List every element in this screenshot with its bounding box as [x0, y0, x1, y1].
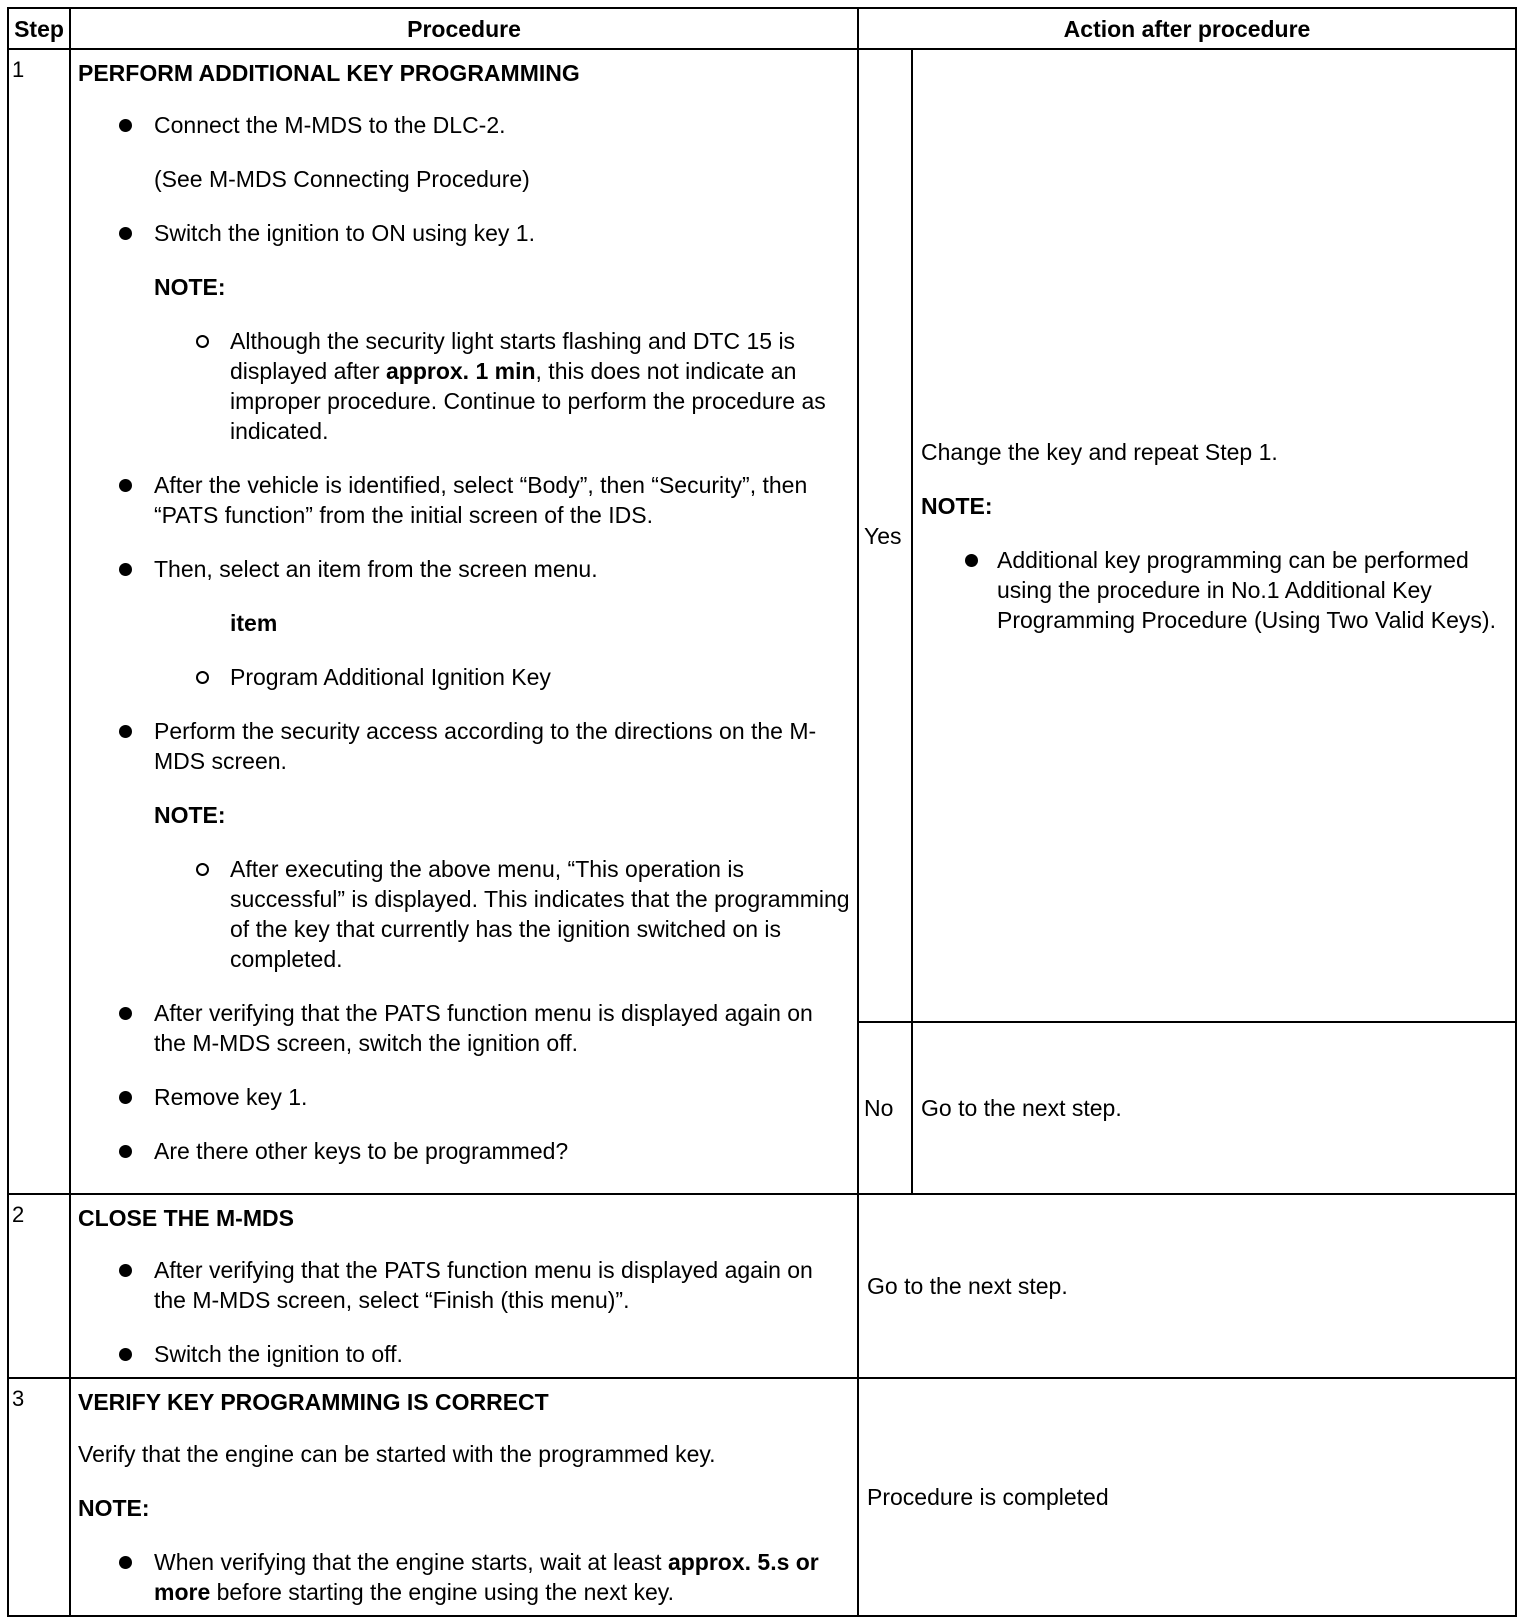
step3-row — [8, 1378, 1516, 1616]
bullet-icon — [119, 1348, 132, 1361]
step1-bullet-8: Are there other keys to be programmed? — [78, 1136, 851, 1166]
step3-action: Procedure is completed — [858, 1378, 1516, 1616]
step1-bullet-5: Perform the security access according to the directions on the M-MDS screen. — [78, 716, 851, 776]
step2-bullet-2: Switch the ignition to off. — [78, 1339, 851, 1369]
step1-note1-label: NOTE: — [154, 274, 226, 300]
step1-bullet-7: Remove key 1. — [78, 1082, 851, 1112]
step1-note1: Although the security light starts flashing and DTC 15 is displayed after approx. 1 min, this does not indicate an improper procedure. Continue to perform the procedure as indicated. — [78, 326, 851, 446]
bullet-icon — [119, 1145, 132, 1158]
circle-bullet-icon — [196, 863, 209, 876]
step1-bullet-1: Connect the M-MDS to the DLC-2. — [78, 110, 851, 140]
step1-procedure — [70, 49, 858, 1194]
bullet-icon — [119, 227, 132, 240]
step1-no-action: Go to the next step. — [912, 1022, 1516, 1194]
circle-bullet-icon — [196, 671, 209, 684]
bullet-icon — [119, 563, 132, 576]
step1-no-label: No — [858, 1022, 912, 1194]
bullet-icon — [119, 725, 132, 738]
step1-bullet-4: Then, select an item from the screen menu. — [78, 554, 851, 584]
step2-title: CLOSE THE M-MDS — [78, 1205, 294, 1231]
step1-note2-label: NOTE: — [154, 802, 226, 828]
step3-number: 3 — [8, 1378, 70, 1616]
step2-number: 2 — [8, 1194, 70, 1378]
procedure-table — [7, 7, 1517, 1617]
step3-note-label: NOTE: — [78, 1495, 150, 1521]
bullet-icon — [119, 1556, 132, 1569]
step1-row — [8, 49, 1516, 1022]
step1-yes-note: Additional key programming can be performed using the procedure in No.1 Additional Key Programming Procedure (Using Two Valid Keys). — [921, 545, 1507, 635]
header-step: Step — [8, 8, 70, 49]
step1-number: 1 — [8, 49, 70, 1194]
bullet-icon — [119, 1264, 132, 1277]
step1-item-1: Program Additional Ignition Key — [78, 662, 851, 692]
step2-procedure — [70, 1194, 858, 1378]
step1-bullet-3: After the vehicle is identified, select “Body”, then “Security”, then “PATS function” from the initial screen of the IDS. — [78, 470, 851, 530]
bullet-icon — [965, 554, 978, 567]
step2-row — [8, 1194, 1516, 1378]
step1-item-label: item — [230, 610, 278, 636]
step1-yes-note-label: NOTE: — [921, 492, 993, 519]
bullet-icon — [119, 1091, 132, 1104]
step3-title: VERIFY KEY PROGRAMMING IS CORRECT — [78, 1389, 549, 1415]
header-action: Action after procedure — [858, 8, 1516, 49]
step1-note2: After executing the above menu, “This operation is successful” is displayed. This indicates that the programming of the key that currently has the ignition switched on is completed. — [78, 854, 851, 974]
bullet-icon — [119, 1007, 132, 1020]
step3-procedure — [70, 1378, 858, 1616]
step1-yes-action — [912, 49, 1516, 1022]
step3-note: When verifying that the engine starts, wait at least approx. 5.s or more before starting the engine using the next key. — [78, 1547, 851, 1607]
circle-bullet-icon — [196, 335, 209, 348]
header-row — [8, 8, 1516, 49]
step1-bullet-1-sub: (See M-MDS Connecting Procedure) — [154, 166, 530, 192]
step2-bullet-1: After verifying that the PATS function menu is displayed again on the M-MDS screen, select “Finish (this menu)”. — [78, 1255, 851, 1315]
step3-text: Verify that the engine can be started with the programmed key. — [78, 1441, 716, 1467]
step1-yes-label: Yes — [858, 49, 912, 1022]
header-procedure: Procedure — [70, 8, 858, 49]
bullet-icon — [119, 119, 132, 132]
step1-bullet-6: After verifying that the PATS function menu is displayed again on the M-MDS screen, switch the ignition off. — [78, 998, 851, 1058]
step1-bullet-2: Switch the ignition to ON using key 1. — [78, 218, 851, 248]
bullet-icon — [119, 479, 132, 492]
step2-action: Go to the next step. — [858, 1194, 1516, 1378]
step1-yes-text: Change the key and repeat Step 1. — [921, 438, 1278, 465]
step1-title: PERFORM ADDITIONAL KEY PROGRAMMING — [78, 60, 580, 86]
